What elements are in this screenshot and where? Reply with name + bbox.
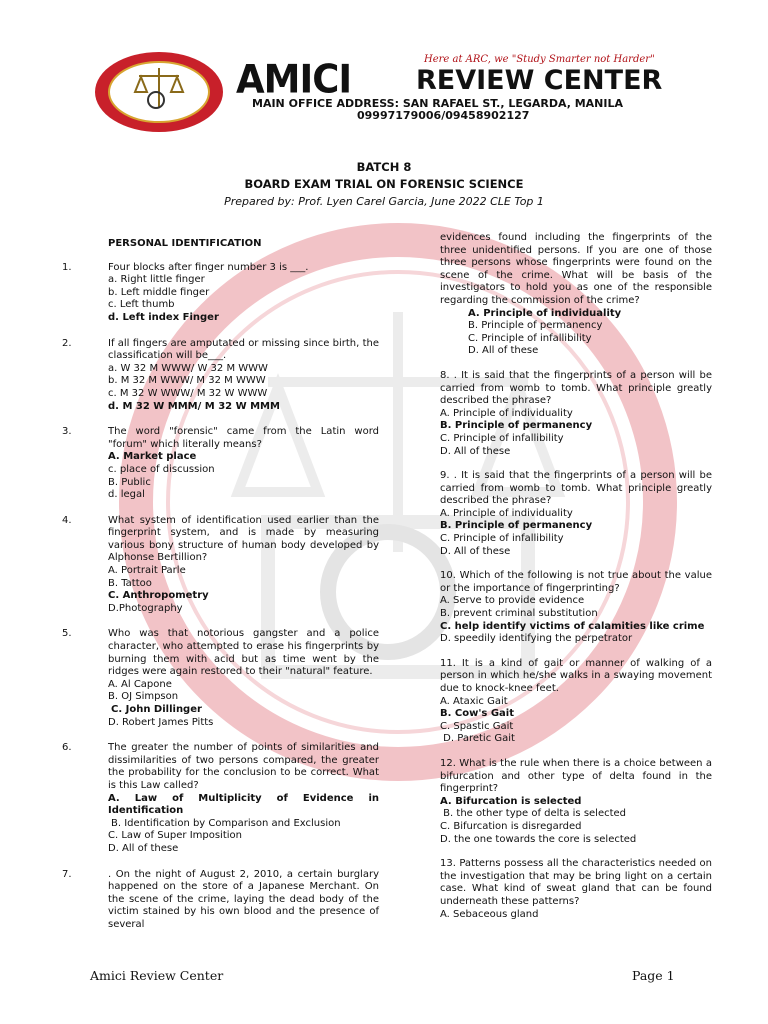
section-heading: PERSONAL IDENTIFICATION [108, 238, 262, 249]
option: B. Public [108, 476, 151, 488]
option: D. Paretic Gait [440, 733, 515, 745]
question-text: evidences found including the fingerprints of the three unidentified persons. If you are one of those three persons whose fingerprints were found on the scene of the crime. What will be basis of the investigators to hold you as one of the responsible regarding the commission of the crime? [440, 232, 712, 306]
option: B. the other type of delta is selected [440, 808, 627, 820]
question-text: 9. . It is said that the fingerprints of a person will be carried from womb to tomb. What principle greatly described the phrase? [440, 470, 712, 507]
option-answer: B. Principle of permanency [440, 520, 593, 532]
question-7 [62, 868, 379, 932]
question-number: 6. [62, 742, 72, 754]
question-2 [62, 337, 379, 414]
option: D.Photography [108, 602, 183, 614]
option: B. Tattoo [108, 577, 152, 589]
option: A. Al Capone [108, 678, 172, 690]
option: D. All of these [468, 345, 539, 357]
seal-logo [92, 50, 226, 134]
option: D. Robert James Pitts [108, 716, 214, 728]
question-text: The word "forensic" came from the Latin word "forum" which literally means? [108, 426, 379, 450]
question-12 [440, 758, 712, 846]
option: C. Principle of infallibility [440, 432, 564, 444]
question-text: What system of identification used earlier than the fingerprint system, and is made by measuring various bony structure of human body developed by Alphonse Bertillion? [108, 514, 379, 564]
question-number: 4. [62, 514, 72, 526]
footer-organization: Amici Review Center [90, 968, 224, 983]
question-text: 11. It is a kind of gait or manner of walking of a person in which he/she walks in a swaying movement due to knock-knee feet. [440, 657, 712, 694]
option-answer: A. Market place [108, 451, 197, 463]
option-answer: A. Law of Multiplicity of Evidence in Identification [108, 792, 379, 817]
option-answer: B. Principle of permanency [440, 420, 593, 432]
title-block [0, 160, 768, 209]
option: A. Sebaceous gland [440, 908, 539, 920]
question-3 [62, 426, 379, 502]
option-answer: B. Cow's Gait [440, 708, 515, 720]
question-number: 2. [62, 337, 72, 349]
option: a. Right little finger [108, 274, 205, 286]
option: B. prevent criminal substitution [440, 608, 598, 620]
option: B. Principle of permanency [468, 320, 603, 332]
question-10 [440, 570, 712, 646]
question-7-continued [440, 232, 712, 358]
question-number: 1. [62, 261, 72, 273]
option-answer: A. Principle of individuality [468, 307, 622, 319]
option: A. Serve to provide evidence [440, 595, 585, 607]
option: D. the one towards the core is selected [440, 833, 637, 845]
option: C. Spastic Gait [440, 720, 514, 732]
question-text: 12. What is the rule when there is a choice between a bifurcation and other type of delta found in the fingerprint? [440, 757, 712, 795]
option: c. place of discussion [108, 463, 215, 475]
question-number: 5. [62, 628, 72, 640]
option-answer: C. help identify victims of calamities like crime [440, 620, 705, 632]
prepared-by: Prepared by: Prof. Lyen Carel Garcia, June 2022 CLE Top 1 [224, 195, 544, 208]
exam-title: BOARD EXAM TRIAL ON FORENSIC SCIENCE [244, 177, 524, 191]
question-text: The greater the number of points of similarities and dissimilarities of two persons compared, the greater the probability for the conclusion to be correct. What is this Law called? [108, 742, 379, 791]
question-text: Four blocks after finger number 3 is ___. [108, 261, 309, 273]
option: A. Principle of individuality [440, 507, 573, 519]
option: c. Left thumb [108, 299, 175, 311]
question-text: If all fingers are amputated or missing since birth, the classification will be___. [108, 337, 379, 362]
question-4 [62, 514, 379, 616]
question-number: 7. [62, 868, 72, 880]
option: C. Principle of infallibility [468, 332, 592, 344]
option: A. Ataxic Gait [440, 695, 508, 707]
option-answer: d. M 32 W MMM/ M 32 W MMM [108, 400, 280, 412]
option: a. W 32 M WWW/ W 32 M WWW [108, 362, 268, 374]
footer-page-number: Page 1 [632, 968, 675, 983]
tagline: Here at ARC, we "Study Smarter not Harder" [424, 54, 655, 65]
question-text: Who was that notorious gangster and a police character, who attempted to erase his fingerprints by burning them with acid but as time went by the ridges were again restored to their "natural" feature. [108, 628, 379, 678]
question-6 [62, 742, 379, 855]
option: c. M 32 W WWW/ M 32 W WWW [108, 387, 268, 399]
question-text: . On the night of August 2, 2010, a certain burglary happened on the store of a Japanese Merchant. On the scene of the crime, laying the dead body of the victim stained by his own blood and the presence of several [108, 868, 379, 930]
phone-numbers: 09997179006/09458902127 [357, 109, 530, 122]
option: D. All of these [108, 842, 179, 854]
brand-name-review-center: REVIEW CENTER [416, 65, 663, 96]
option: C. Law of Super Imposition [108, 830, 242, 842]
option: b. Left middle finger [108, 286, 210, 298]
option: D. All of these [440, 545, 511, 557]
option: A. Portrait Parle [108, 565, 186, 577]
question-text: 10. Which of the following is not true about the value or the importance of fingerprinting? [440, 570, 712, 594]
question-text: 8. . It is said that the fingerprints of a person will be carried from womb to tomb. What principle greatly described the phrase? [440, 369, 712, 407]
question-13 [440, 858, 712, 921]
question-1 [62, 261, 379, 325]
option: D. All of these [440, 445, 511, 457]
question-5 [62, 628, 379, 729]
question-9 [440, 470, 712, 558]
right-column [440, 232, 712, 933]
option-answer: d. Left index Finger [108, 311, 219, 323]
option-answer: A. Bifurcation is selected [440, 795, 582, 807]
option: C. Principle of infallibility [440, 533, 564, 545]
batch-title: BATCH 8 [356, 160, 412, 174]
option: B. OJ Simpson [108, 691, 179, 703]
left-column [62, 238, 379, 945]
option-answer: C. Anthropometry [108, 590, 209, 602]
question-8 [440, 370, 712, 458]
option: A. Principle of individuality [440, 407, 573, 419]
option: B. Identification by Comparison and Exclusion [111, 817, 341, 829]
question-number: 3. [62, 426, 72, 438]
question-11 [440, 658, 712, 746]
option-answer: C. John Dillinger [111, 704, 202, 715]
brand-name-amici: AMICI [236, 56, 352, 102]
option: b. M 32 M WWW/ M 32 M WWW [108, 375, 266, 387]
option: d. legal [108, 489, 145, 501]
office-address: MAIN OFFICE ADDRESS: SAN RAFAEL ST., LEGARDA, MANILA [252, 97, 624, 110]
option: C. Bifurcation is disregarded [440, 820, 582, 832]
question-text: 13. Patterns possess all the characteristics needed on the investigation that may be bring light on a certain case. What kind of sweat gland that can be found underneath these patterns? [440, 858, 712, 907]
option: D. speedily identifying the perpetrator [440, 633, 633, 645]
letterhead [0, 0, 768, 140]
